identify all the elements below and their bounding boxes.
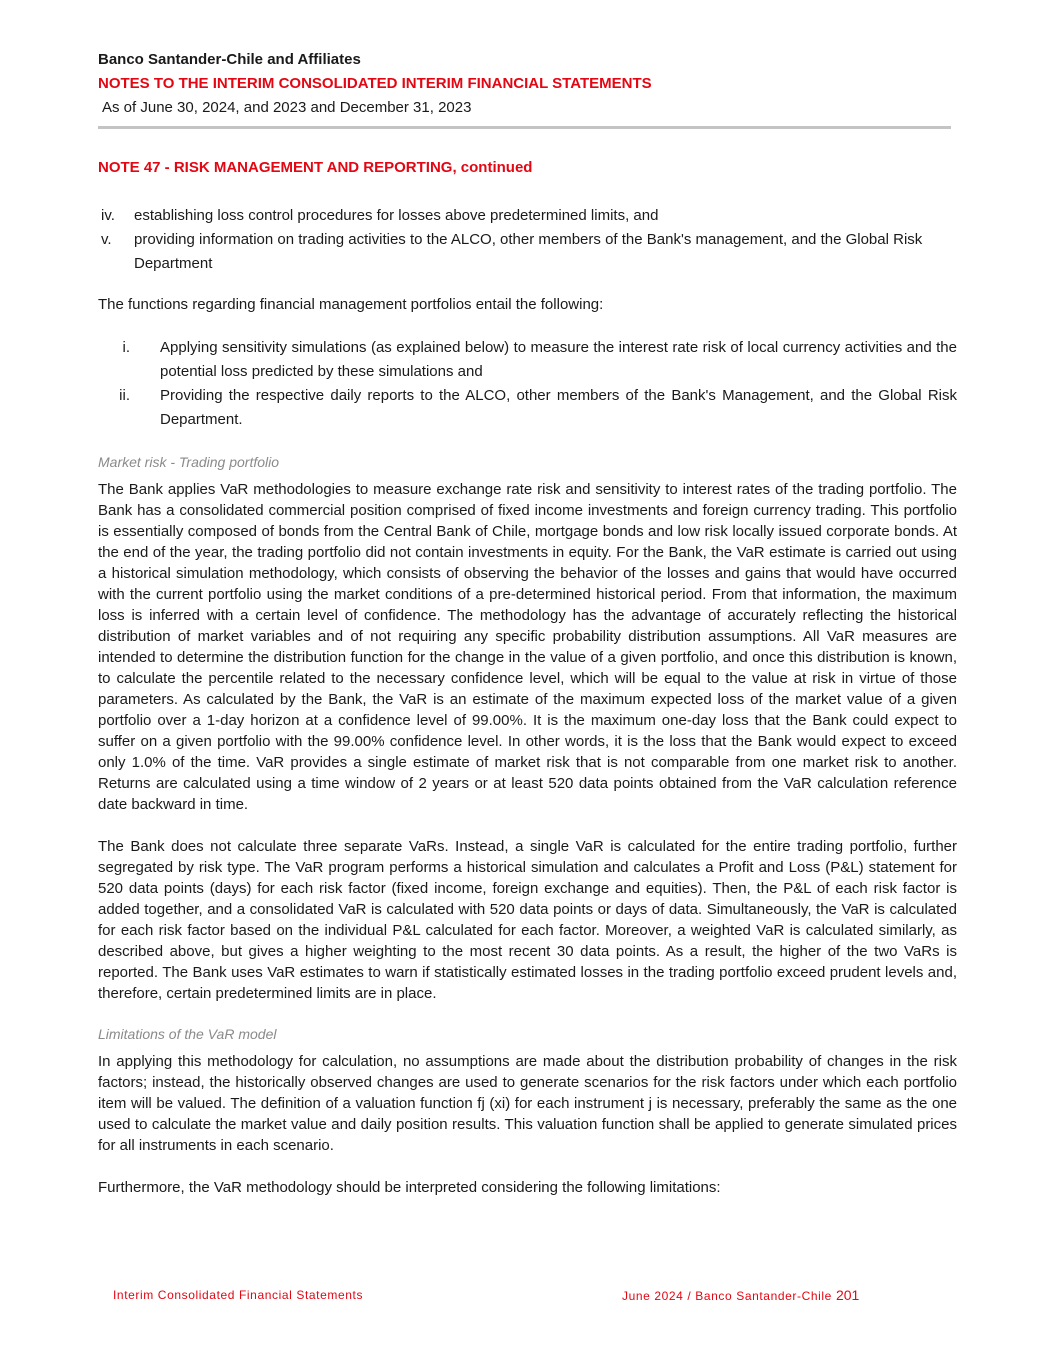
list-item-text: providing information on trading activities to the ALCO, other members of the Bank's management, and the Global Risk Department — [134, 231, 923, 272]
note-title: NOTE 47 - RISK MANAGEMENT AND REPORTING, continued — [98, 159, 533, 176]
page-content — [98, 48, 957, 1198]
footer-document-title: Interim Consolidated Financial Statements — [113, 1288, 364, 1302]
list-item-text: Applying sensitivity simulations (as explained below) to measure the interest rate risk of local currency activities and the potential loss predicted by these simulations and — [160, 339, 957, 380]
company-name: Banco Santander-Chile and Affiliates — [98, 51, 361, 68]
list-item-number: i. — [122, 339, 130, 356]
page-number: 201 — [835, 1287, 860, 1303]
limitations-paragraph-1: In applying this methodology for calculation, no assumptions are made about the distribution probability of changes in the risk factors; instead, the historically observed changes are used to generate scenarios for the risk factors under which each portfolio item will be valued. The definition of a valuation function fj (xi) for each instrument j is necessary, preferably the same as the one used to calculate the market value and daily position results. This valuation function shall be applied to generate simulated prices for all instruments in each scenario. — [98, 1053, 957, 1154]
market-risk-paragraph-2: The Bank does not calculate three separate VaRs. Instead, a single VaR is calculated for the entire trading portfolio, further segregated by risk type. The VaR program performs a historical simulation and calculates a Profit and Loss (P&L) statement for 520 data points (days) for each risk factor (fixed income, foreign exchange and equities). Then, the P&L of each risk factor is added together, and a consolidated VaR is calculated with 520 data points or days of data. Simultaneously, the VaR is calculated for each risk factor based on the individual P&L calculated for each factor. Moreover, a weighted VaR is calculated similarly, as described above, but gives a higher weighting to the most recent 30 data points. As a result, the higher of the two VaRs is reported. The Bank uses VaR estimates to warn if statistically estimated losses in the trading portfolio exceed prudent levels and, therefore, certain predetermined limits are in place. — [98, 838, 957, 1002]
footer-period: June 2024 / Banco Santander-Chile — [622, 1289, 832, 1303]
functions-list — [98, 336, 957, 432]
list-item-number: v. — [101, 231, 112, 248]
limitations-paragraph-2: Furthermore, the VaR methodology should be interpreted considering the following limitations: — [98, 1179, 721, 1196]
list-item-text: Providing the respective daily reports to the ALCO, other members of the Bank's Management, and the Global Risk Department. — [160, 387, 957, 428]
list-item-text: establishing loss control procedures for losses above predetermined limits, and — [134, 207, 659, 224]
list-item-number: ii. — [119, 387, 130, 404]
market-risk-heading: Market risk - Trading portfolio — [98, 454, 280, 470]
market-risk-paragraph-1: The Bank applies VaR methodologies to measure exchange rate risk and sensitivity to interest rates of the trading portfolio. The Bank has a consolidated commercial position comprised of fixed income investments and foreign currency trading. This portfolio is essentially composed of bonds from the Central Bank of Chile, mortgage bonds and low risk locally issued corporate bonds. At the end of the year, the trading portfolio did not contain investments in equity. For the Bank, the VaR estimate is carried out using a historical simulation methodology, which consists of observing the behavior of the losses and gains that would have occurred with the current portfolio using the market conditions of a pre-determined historical period. From that information, the maximum loss is inferred with a certain level of confidence. The methodology has the advantage of accurately reflecting the historical distribution of market variables and of not requiring any specific probability distribution assumptions. All VaR measures are intended to determine the distribution function for the change in the value of a given portfolio, and once this distribution is known, to calculate the percentile related to the necessary confidence level, which will be equal to the value at risk in virtue of those parameters. As calculated by the Bank, the VaR is an estimate of the maximum expected loss of the market value of a given portfolio over a 1-day horizon at a confidence level of 99.00%. It is the maximum one-day loss that the Bank could expect to suffer on a given portfolio with the 99.00% confidence level. In other words, it is the loss that the Bank would expect to exceed only 1.0% of the time. VaR provides a single estimate of market risk that is not comparable from one market risk to another. Returns are calculated using a time window of 2 years or at least 520 data points obtained from the VaR calculation reference date backward in time. — [98, 481, 957, 813]
footer-right — [622, 1287, 859, 1304]
continued-list — [98, 204, 957, 276]
list-item — [98, 336, 957, 384]
list-item — [98, 204, 957, 228]
list-item — [98, 384, 957, 432]
list-item — [98, 228, 957, 276]
report-period: As of June 30, 2024, and 2023 and December 31, 2023 — [102, 99, 472, 116]
limitations-heading: Limitations of the VaR model — [98, 1026, 277, 1042]
functions-intro: The functions regarding financial management portfolios entail the following: — [98, 296, 604, 313]
notes-title: NOTES TO THE INTERIM CONSOLIDATED INTERIM FINANCIAL STATEMENTS — [98, 75, 652, 92]
header-divider — [98, 126, 951, 129]
list-item-number: iv. — [101, 207, 115, 224]
